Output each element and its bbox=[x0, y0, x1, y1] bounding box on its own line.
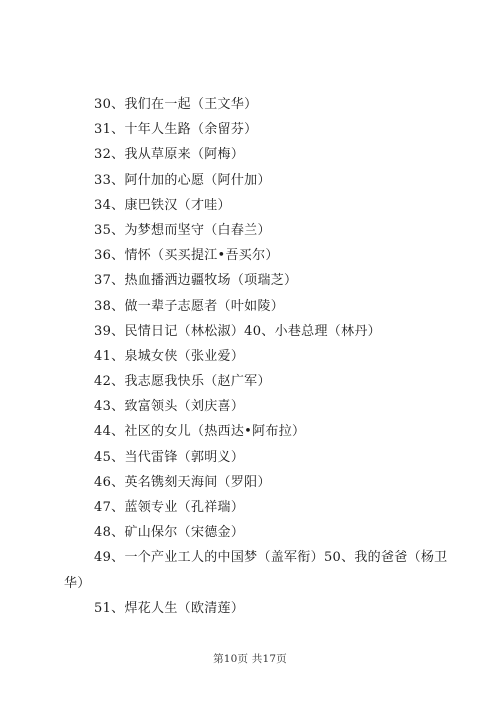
list-item: 37、热血播洒边疆牧场（项瑞芝） bbox=[94, 273, 298, 289]
list-item: 47、蓝领专业（孔祥瑞） bbox=[94, 500, 245, 515]
list-item: 31、十年人生路（余留芬） bbox=[94, 122, 258, 138]
page-footer: 第10页 共17页 bbox=[213, 653, 287, 665]
list-item: 46、英名镌刻天海间（罗阳） bbox=[94, 474, 271, 490]
list-item: 42、我志愿我快乐（赵广军） bbox=[94, 374, 271, 390]
list-item: 38、做一辈子志愿者（叶如陵） bbox=[94, 298, 285, 314]
list-item: 33、阿什加的心愿（阿什加） bbox=[94, 172, 271, 188]
list-item: 43、致富领头（刘庆喜） bbox=[94, 399, 245, 415]
list-item: 35、为梦想而坚守（白春兰） bbox=[94, 222, 271, 238]
list-item: 32、我从草原来（阿梅） bbox=[94, 147, 245, 163]
list-item: 44、社区的女儿（热西达•阿布拉） bbox=[94, 424, 306, 440]
list-item: 51、焊花人生（欧清莲） bbox=[94, 600, 245, 616]
list-item: 34、康巴铁汉（才哇） bbox=[94, 197, 231, 213]
list-item: 49、一个产业工人的中国梦（盖军衔）50、我的爸爸（杨卫 bbox=[94, 550, 448, 566]
title-list bbox=[0, 92, 500, 621]
list-item: 36、情怀（买买提江•吾买尔） bbox=[94, 248, 279, 264]
list-item: 41、泉城女侠（张业爱） bbox=[94, 348, 245, 364]
list-item: 39、民情日记（林松淑）40、小巷总理（林丹） bbox=[94, 323, 381, 339]
list-item-continuation: 华） bbox=[64, 575, 91, 591]
list-item: 45、当代雷锋（郭明义） bbox=[94, 449, 245, 465]
list-item: 30、我们在一起（王文华） bbox=[94, 97, 258, 112]
list-item: 48、矿山保尔（宋德金） bbox=[94, 525, 245, 541]
